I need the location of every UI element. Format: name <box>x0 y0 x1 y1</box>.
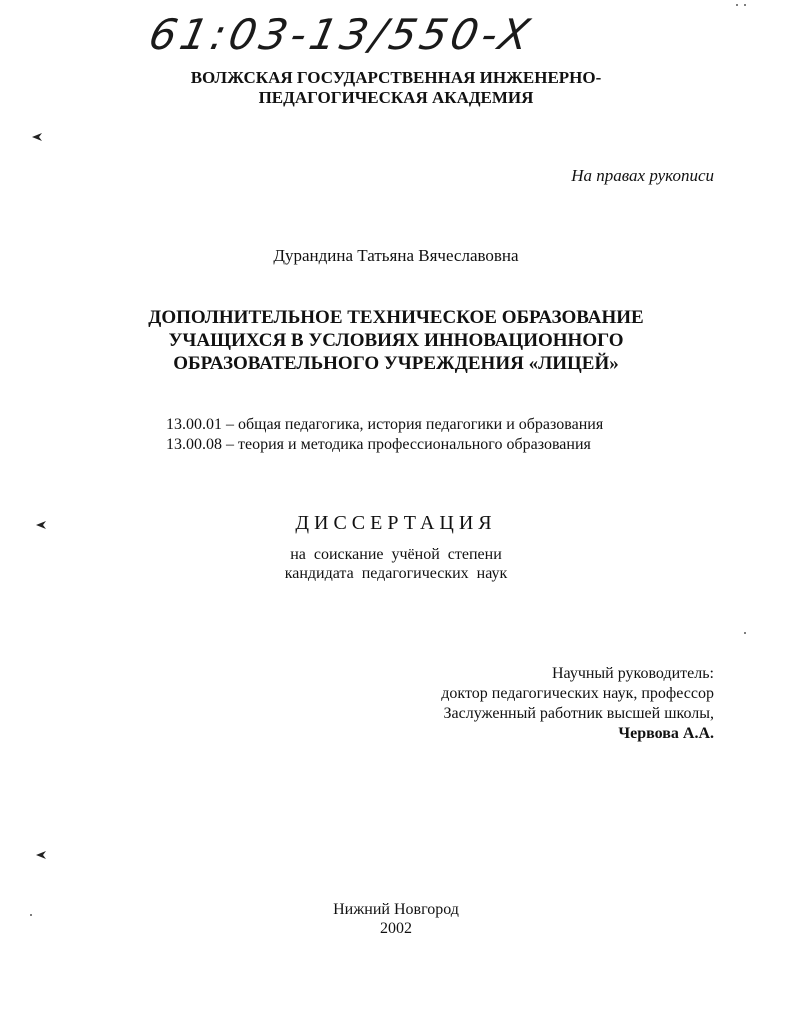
year: 2002 <box>380 920 412 937</box>
advisor-degree: доктор педагогических наук, профессор <box>441 685 714 702</box>
scan-speck <box>744 4 746 6</box>
specialty-item: 13.00.08 – теория и методика профессионального образования <box>166 436 591 453</box>
specialty-item: 13.00.01 – общая педагогика, история педагогики и образования <box>166 416 604 433</box>
degree-statement <box>0 545 792 583</box>
scan-speck <box>744 632 746 634</box>
binding-hole-mark-icon <box>32 133 42 141</box>
organization-line-2: ПЕДАГОГИЧЕСКАЯ АКАДЕМИЯ <box>258 88 534 107</box>
author-name: Дурандина Татьяна Вячеславовна <box>273 246 519 265</box>
rights-note: На правах рукописи <box>571 166 714 185</box>
binding-hole-mark-icon <box>36 851 46 859</box>
degree-line-1: на соискание учёной степени <box>290 546 502 563</box>
degree-line-2: кандидата педагогических наук <box>284 565 508 582</box>
place: Нижний Новгород <box>333 901 459 918</box>
document-type: ДИССЕРТАЦИЯ <box>295 512 497 534</box>
advisor-honor: Заслуженный работник высшей школы, <box>443 705 714 722</box>
scan-speck <box>736 4 738 6</box>
title-line-3: ОБРАЗОВАТЕЛЬНОГО УЧРЕЖДЕНИЯ «ЛИЦЕЙ» <box>173 353 619 374</box>
organization-name <box>0 68 792 108</box>
scan-speck <box>30 914 32 916</box>
advisor-name: Червова А.А. <box>618 725 714 742</box>
scientific-advisor <box>441 664 714 744</box>
specialty-list <box>166 415 603 455</box>
place-and-year <box>0 900 792 938</box>
organization-line-1: ВОЛЖСКАЯ ГОСУДАРСТВЕННАЯ ИНЖЕНЕРНО- <box>190 68 602 87</box>
handwritten-archive-number: 61:03-13/550-X <box>144 10 538 59</box>
advisor-role: Научный руководитель: <box>551 665 714 682</box>
dissertation-title <box>0 306 792 375</box>
binding-hole-mark-icon <box>36 521 46 529</box>
title-line-2: УЧАЩИХСЯ В УСЛОВИЯХ ИННОВАЦИОННОГО <box>168 330 624 351</box>
title-line-1: ДОПОЛНИТЕЛЬНОЕ ТЕХНИЧЕСКОЕ ОБРАЗОВАНИЕ <box>148 307 644 328</box>
